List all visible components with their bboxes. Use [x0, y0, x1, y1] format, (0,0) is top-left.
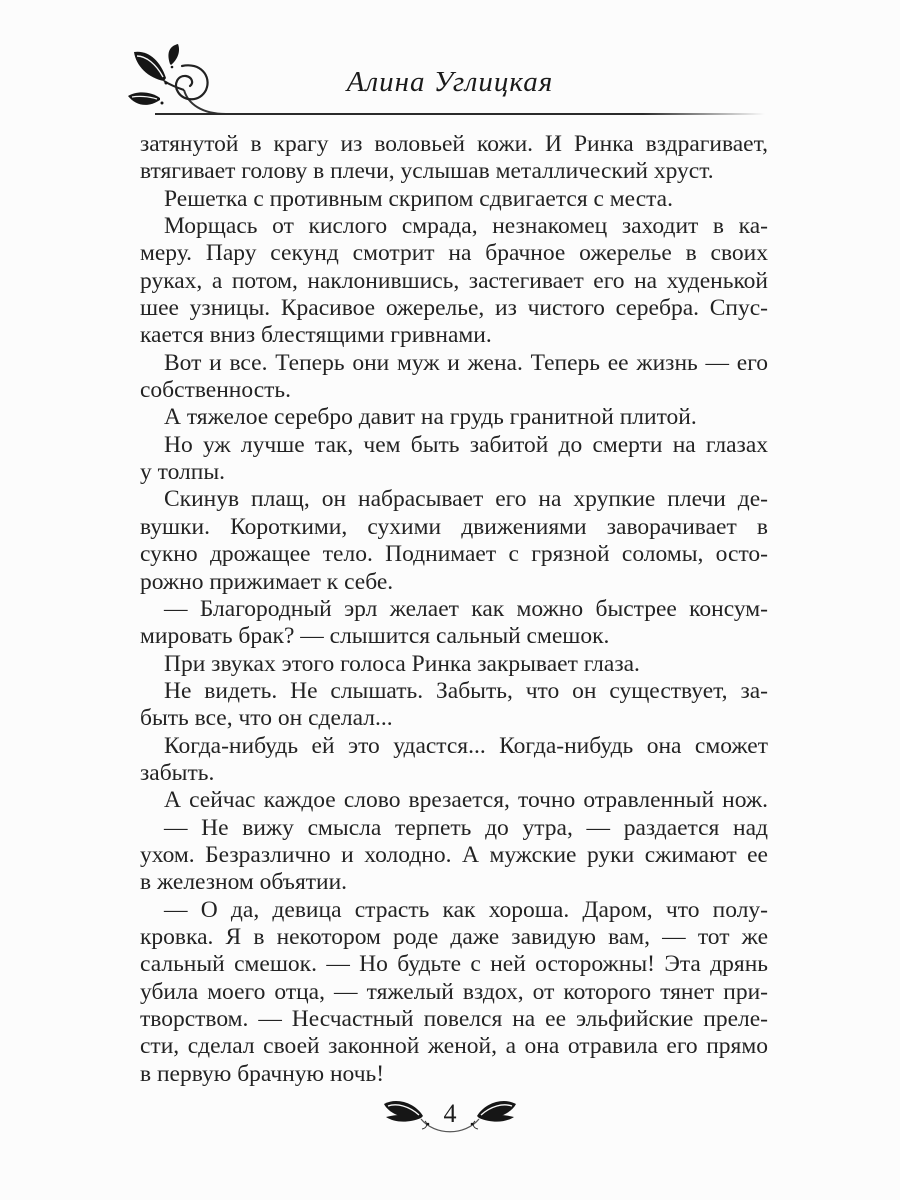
text-line: убила моего отца, — тяжелый вздох, от которого тянет при-: [140, 978, 768, 1005]
text-line: При звуках этого голоса Ринка закрывает глаза.: [164, 650, 640, 677]
text-line: руках, а потом, наклонившись, застегивает его на худенькой: [140, 267, 768, 294]
text-line: быть все, что он сделал...: [140, 705, 393, 732]
text-line: меру. Пару секунд смотрит на брачное ожерелье в своих: [140, 240, 768, 267]
page-text: [140, 131, 768, 1088]
footer-ornament: [355, 1090, 545, 1148]
text-line: ухом. Безразлично и холодно. А мужские руки сжимают ее: [140, 841, 768, 868]
text-line: собственность.: [140, 377, 292, 404]
text-line: втягивает голову в плечи, услышав металлический хруст.: [140, 158, 714, 185]
header-rule: [155, 113, 765, 115]
text-line: кровка. Я в некотором роде даже завидую вам, — тот же: [140, 923, 768, 950]
text-line: — Не вижу смысла терпеть до утра, — раздается над: [164, 814, 768, 841]
text-line: забыть.: [140, 759, 215, 786]
text-line: рожно прижимает к себе.: [140, 568, 394, 595]
text-line: сти, сделал своей законной женой, а она отравила его прямо: [140, 1033, 768, 1060]
text-line: Но уж лучше так, чем быть забитой до смерти на глазах: [164, 431, 768, 458]
text-line: мировать брак? — слышится сальный смешок.: [140, 623, 610, 650]
text-line: кается вниз блестящими гривнами.: [140, 322, 492, 349]
text-line: творством. — Несчастный повелся на ее эльфийские преле-: [140, 1006, 768, 1032]
text-line: — Благородный эрл желает как можно быстрее консум-: [164, 595, 768, 622]
text-line: Когда-нибудь ей это удастся... Когда-нибудь она сможет: [164, 732, 768, 759]
text-line: — О да, девица страсть как хороша. Даром, что полу-: [164, 896, 768, 923]
page-footer: [0, 1090, 900, 1153]
text-line: шее узницы. Красивое ожерелье, из чистого серебра. Спус-: [140, 295, 768, 322]
text-line: сальный смешок. — Но будьте с ней осторожны! Эта дрянь: [140, 951, 768, 978]
page-number: 4: [443, 1099, 457, 1128]
text-line: Скинув плащ, он набрасывает его на хрупкие плечи де-: [164, 486, 768, 513]
text-line: Решетка с противным скрипом сдвигается с места.: [164, 185, 673, 212]
text-line: А сейчас каждое слово врезается, точно отравленный нож.: [164, 787, 768, 814]
text-line: в первую брачную ночь!: [140, 1060, 385, 1087]
text-line: у толпы.: [140, 459, 225, 486]
text-line: вушки. Короткими, сухими движениями заворачивает в: [140, 513, 768, 540]
text-line: Вот и все. Теперь они муж и жена. Теперь ее жизнь — его: [164, 349, 768, 376]
text-line: сукно дрожащее тело. Поднимает с грязной соломы, осто-: [140, 541, 768, 568]
text-line: Не видеть. Не слышать. Забыть, что он существует, за-: [164, 677, 768, 704]
author-name: Алина Углицкая: [346, 66, 554, 98]
text-line: А тяжелое серебро давит на грудь гранитной плитой.: [164, 404, 697, 431]
text-line: Морщась от кислого смрада, незнакомец заходит в ка-: [164, 213, 768, 240]
text-line: затянутой в крагу из воловьей кожи. И Ринка вздрагивает,: [140, 131, 768, 157]
text-line: в железном объятии.: [140, 869, 348, 896]
